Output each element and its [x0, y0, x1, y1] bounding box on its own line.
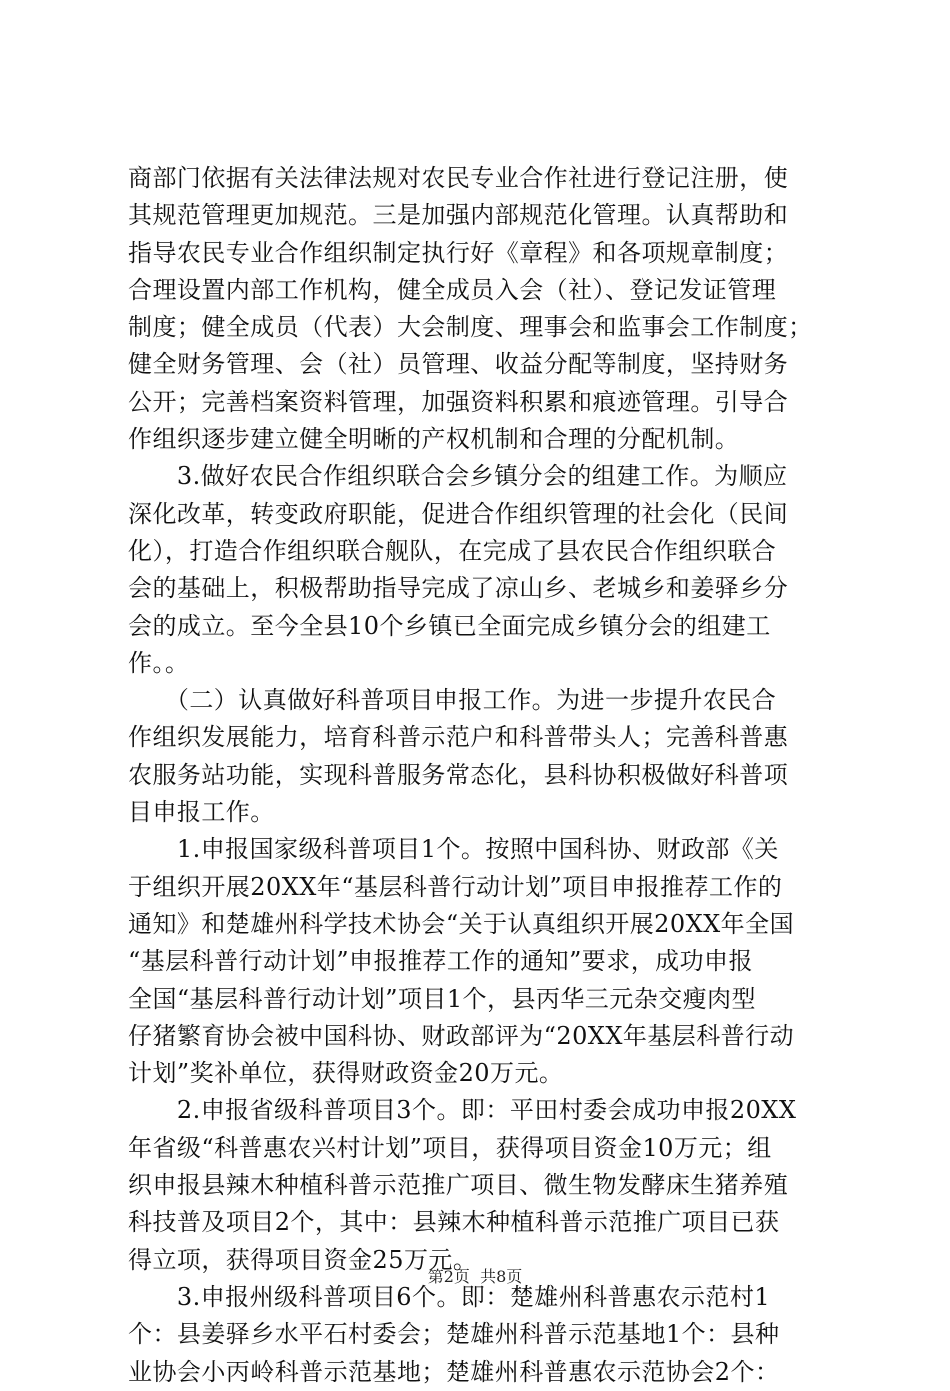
text-line: 商部门依据有关法律法规对农民专业合作社进行登记注册，使 [128, 164, 789, 192]
text-line: 计划”奖补单位，获得财政资金20万元。 [128, 1059, 564, 1088]
text-line: 会的基础上，积极帮助指导完成了凉山乡、老城乡和姜驿乡分 [128, 574, 789, 603]
text-line: 科技普及项目2个，其中：县辣木种植科普示范推广项目已获 [128, 1208, 780, 1237]
text-line: （二）认真做好科普项目申报工作。为进一步提升农民合 [128, 686, 777, 715]
body-text [128, 160, 848, 1391]
text-line: 健全财务管理、会（社）员管理、收益分配等制度，坚持财务 [128, 350, 789, 379]
text-line: 深化改革，转变政府职能，促进合作组织管理的社会化（民间 [128, 499, 789, 528]
text-line: 其规范管理更加规范。三是加强内部规范化管理。认真帮助和 [128, 201, 789, 230]
text-line: 仔猪繁育协会被中国科协、财政部评为“20XX年基层科普行动 [128, 1021, 795, 1050]
page-number-footer: 第2页 共8页 [427, 1267, 523, 1286]
text-line: 作组织发展能力，培育科普示范户和科普带头人；完善科普惠 [128, 723, 789, 752]
text-line: 会的成立。至今全县10个乡镇已全面完成乡镇分会的组建工 [128, 611, 771, 640]
text-line: 于组织开展20XX年“基层科普行动计划”项目申报推荐工作的 [128, 872, 783, 901]
text-line: 得立项，获得项目资金25万元。 [128, 1245, 478, 1274]
text-line: 织申报县辣木种植科普示范推广项目、微生物发酵床生猪养殖 [128, 1171, 789, 1200]
text-line: 3.做好农民合作组织联合会乡镇分会的组建工作。为顺应 [128, 462, 788, 491]
text-line: 合理设置内部工作机构，健全成员入会（社）、登记发证管理 [128, 275, 777, 304]
text-line: 公开；完善档案资料管理，加强资料积累和痕迹管理。引导合 [128, 387, 789, 416]
text-line: 制度；健全成员（代表）大会制度、理事会和监事会工作制度； [128, 313, 813, 342]
text-line: 1.申报国家级科普项目1个。按照中国科协、财政部《关 [128, 835, 779, 864]
text-line: “基层科普行动计划”申报推荐工作的通知”要求，成功申报 [128, 947, 753, 976]
text-line: 目申报工作。 [128, 798, 275, 827]
text-line: 指导农民专业合作组织制定执行好《章程》和各项规章制度； [128, 238, 789, 267]
text-line: 作。。 [128, 648, 190, 677]
text-line: 个：县姜驿乡水平石村委会；楚雄州科普示范基地1个：县种 [128, 1320, 780, 1349]
text-line: 3.申报州级科普项目6个。即：楚雄州科普惠农示范村1 [128, 1282, 771, 1311]
text-line: 2.申报省级科普项目3个。即：平田村委会成功申报20XX [128, 1096, 797, 1125]
text-line: 化），打造合作组织联合舰队，在完成了县农民合作组织联合 [128, 536, 777, 565]
text-line: 作组织逐步建立健全明晰的产权机制和合理的分配机制。 [128, 425, 740, 454]
text-line: 业协会小丙岭科普示范基地；楚雄州科普惠农示范协会2个： [128, 1357, 780, 1386]
text-line: 农服务站功能，实现科普服务常态化，县科协积极做好科普项 [128, 760, 789, 789]
text-line: 年省级“科普惠农兴村计划”项目，获得项目资金10万元；组 [128, 1133, 772, 1162]
text-line: 通知》和楚雄州科学技术协会“关于认真组织开展20XX年全国 [128, 909, 795, 938]
text-line: 全国“基层科普行动计划”项目1个，县丙华三元杂交瘦肉型 [128, 984, 756, 1013]
